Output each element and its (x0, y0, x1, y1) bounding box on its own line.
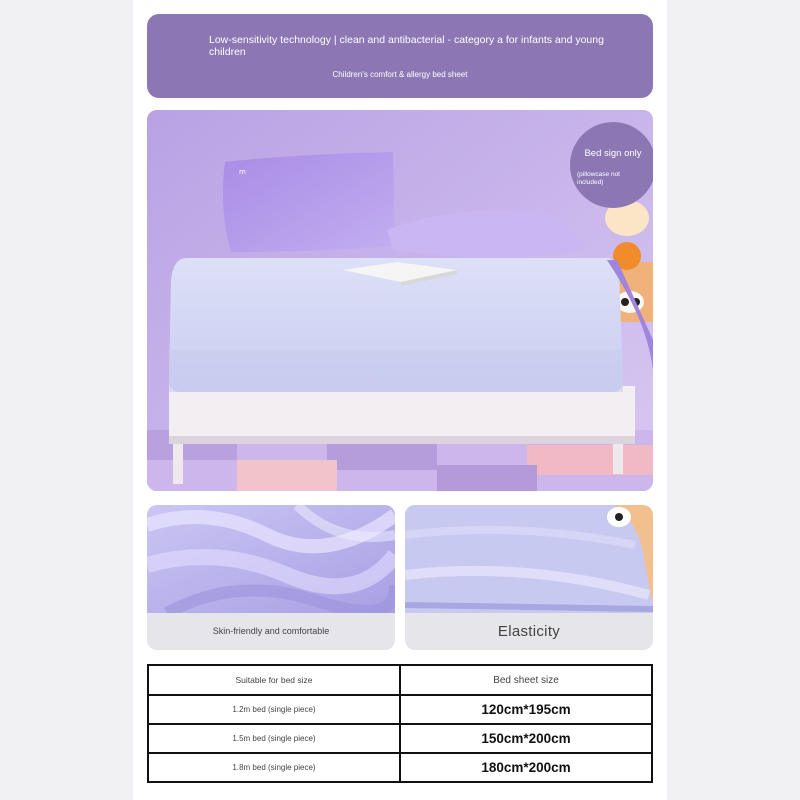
feature-tile-skin-friendly (147, 505, 395, 650)
table-row (148, 753, 652, 782)
badge-note: (pillowcase not included) (577, 171, 620, 186)
banner-subtitle: Children's comfort & allergy bed sheet (332, 70, 468, 79)
bed-only-badge (570, 122, 653, 208)
size-table (147, 664, 653, 783)
feature-label: Skin-friendly and comfortable (147, 613, 395, 650)
sheet-size-cell: 150cm*200cm (400, 724, 652, 753)
feature-label: Elasticity (405, 613, 653, 650)
column-header-sheet-size: Bed sheet size (400, 665, 652, 695)
table-header-row (148, 665, 652, 695)
table-row (148, 695, 652, 724)
table-row (148, 724, 652, 753)
pillow-logo: m (239, 168, 246, 176)
product-page (133, 0, 667, 800)
bed-size-cell: 1.2m bed (single piece) (148, 695, 400, 724)
hero-bed-image (147, 110, 653, 491)
sheet-size-cell: 180cm*200cm (400, 753, 652, 782)
fabric-closeup-image (147, 505, 395, 613)
banner-headline: Low-sensitivity technology | clean and antibacterial - category a for infants and young children (209, 34, 604, 58)
badge-title: Bed sign only (584, 148, 642, 159)
sheet-size-cell: 120cm*195cm (400, 695, 652, 724)
promo-banner (147, 14, 653, 98)
bed-size-cell: 1.8m bed (single piece) (148, 753, 400, 782)
feature-tile-elasticity (405, 505, 653, 650)
sheet-stretch-image (405, 505, 653, 613)
column-header-bed-size: Suitable for bed size (148, 665, 400, 695)
bed-size-cell: 1.5m bed (single piece) (148, 724, 400, 753)
